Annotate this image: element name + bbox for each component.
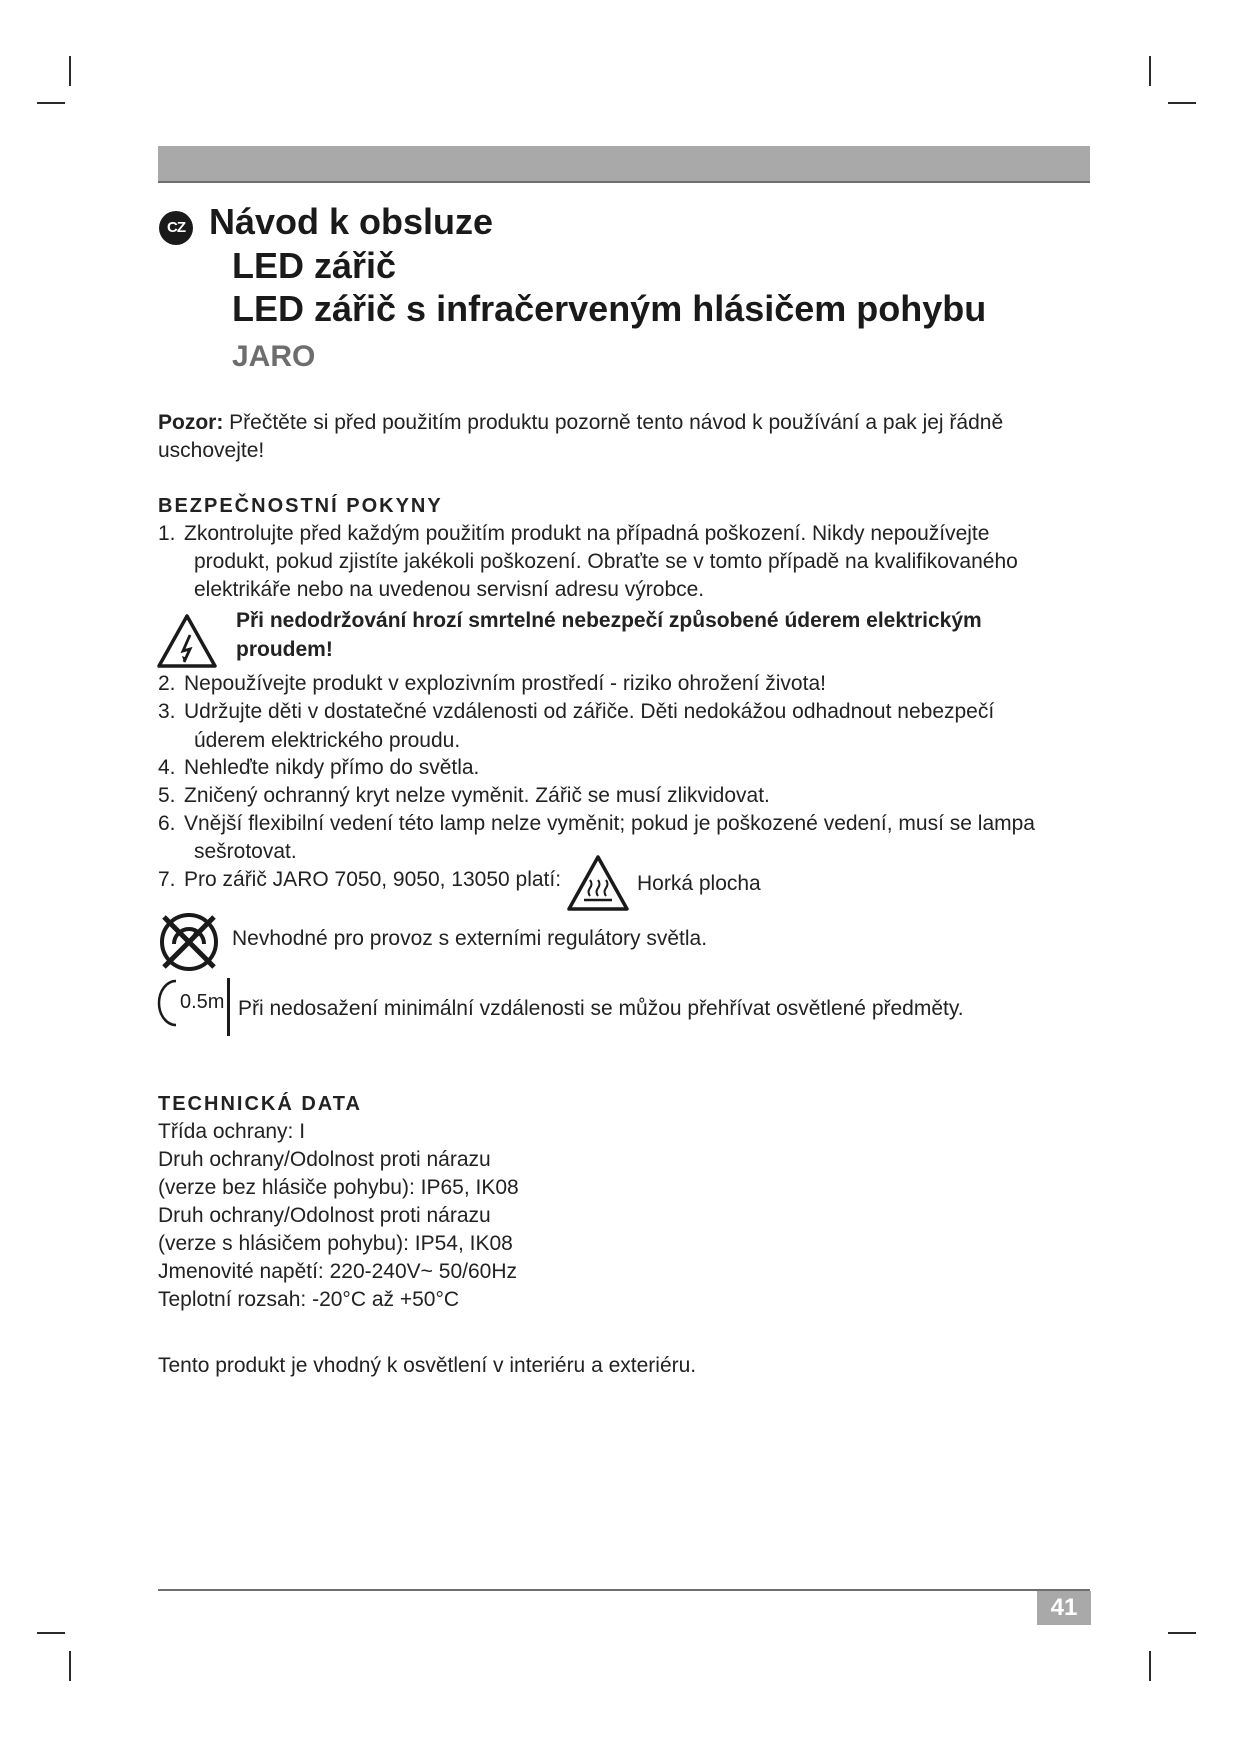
list-number: 2. <box>158 672 176 695</box>
crop-mark <box>1149 56 1151 86</box>
list-number: 4. <box>158 756 176 779</box>
page-number: 41 <box>1037 1591 1091 1625</box>
tech-heading: TECHNICKÁ DATA <box>158 1093 362 1115</box>
crop-mark <box>37 1632 65 1634</box>
dimmer-note: Nevhodné pro provoz s externími regulátory světla. <box>232 927 708 950</box>
warning-paragraph <box>158 409 1088 437</box>
product-title-variant: LED zářič s infračerveným hlásičem pohybu <box>232 288 987 329</box>
minimum-distance-bar <box>227 978 230 1036</box>
list-number: 6. <box>158 812 176 835</box>
hot-surface-label: Horká plocha <box>637 872 761 895</box>
tech-line: Druh ochrany/Odolnost proti nárazu <box>158 1148 491 1171</box>
list-number: 7. <box>158 868 176 891</box>
list-item-text: Zničený ochranný kryt nelze vyměnit. Zářič se musí zlikvidovat. <box>184 784 770 807</box>
tech-line: Jmenovité napětí: 220-240V~ 50/60Hz <box>158 1260 517 1283</box>
no-dimmer-icon <box>156 910 222 974</box>
crop-mark <box>1168 102 1196 104</box>
language-badge: CZ <box>159 211 193 245</box>
danger-text: proudem! <box>236 638 333 661</box>
crop-mark <box>1149 1651 1151 1681</box>
list-item-text: Nehleďte nikdy přímo do světla. <box>184 756 480 779</box>
tech-line: Teplotní rozsah: -20°C až +50°C <box>158 1288 460 1311</box>
danger-text: Při nedodržování hrozí smrtelné nebezpečí způsobené úderem elektrickým <box>236 609 982 632</box>
distance-note: Při nedosažení minimální vzdálenosti se můžou přehřívat osvětlené předměty. <box>238 997 964 1020</box>
list-item-text: Zkontrolujte před každým použitím produkt na případná poškození. Nikdy nepoužívejte <box>184 522 990 545</box>
list-item-text: Pro zářič JARO 7050, 9050, 13050 platí: <box>184 868 562 891</box>
footer-rule <box>158 1589 1090 1591</box>
list-item-text: úderem elektrického proudu. <box>194 729 461 752</box>
electric-shock-warning-icon <box>156 613 218 669</box>
list-item-text: Udržujte děti v dostatečné vzdálenosti od zářiče. Děti nedokážou odhadnout nebezpečí <box>184 700 995 723</box>
crop-mark <box>69 1651 71 1681</box>
warning-label: Pozor: <box>158 411 224 434</box>
minimum-distance-icon <box>156 978 178 1028</box>
list-item-text: produkt, pokud zjistíte jakékoli poškození. Obraťte se v tomto případě na kvalifikovaného <box>194 550 1018 573</box>
header-bar <box>158 146 1090 183</box>
list-item-text: elektrikáře nebo na uvedenou servisní adresu výrobce. <box>194 578 705 601</box>
tech-line: Druh ochrany/Odolnost proti nárazu <box>158 1204 491 1227</box>
page-title: Návod k obsluze <box>209 201 494 242</box>
safety-heading: BEZPEČNOSTNÍ POKYNY <box>158 495 443 517</box>
warning-text: Přečtěte si před použitím produktu pozorně tento návod k používání a pak jej řádně <box>229 411 1004 434</box>
hot-surface-icon <box>566 854 630 912</box>
list-item-text: Nepoužívejte produkt v explozivním prostředí - riziko ohrožení života! <box>184 672 826 695</box>
tech-line: Třída ochrany: I <box>158 1120 306 1143</box>
list-number: 1. <box>158 522 176 545</box>
list-number: 3. <box>158 700 176 723</box>
product-title: LED zářič <box>232 245 397 286</box>
list-item-text: Vnější flexibilní vedení této lamp nelze vyměnit; pokud je poškozené vedení, musí se lampa <box>184 812 1035 835</box>
tech-line: (verze bez hlásiče pohybu): IP65, IK08 <box>158 1176 519 1199</box>
list-number: 5. <box>158 784 176 807</box>
model-name: JARO <box>232 340 316 373</box>
crop-mark <box>1168 1632 1196 1634</box>
crop-mark <box>37 102 65 104</box>
warning-text-cont: uschovejte! <box>158 439 265 462</box>
tech-line: (verze s hlásičem pohybu): IP54, IK08 <box>158 1232 513 1255</box>
list-item-text: sešrotovat. <box>194 840 297 863</box>
minimum-distance-value: 0.5m <box>180 991 225 1013</box>
usage-note: Tento produkt je vhodný k osvětlení v interiéru a exteriéru. <box>158 1354 697 1377</box>
crop-mark <box>69 56 71 86</box>
